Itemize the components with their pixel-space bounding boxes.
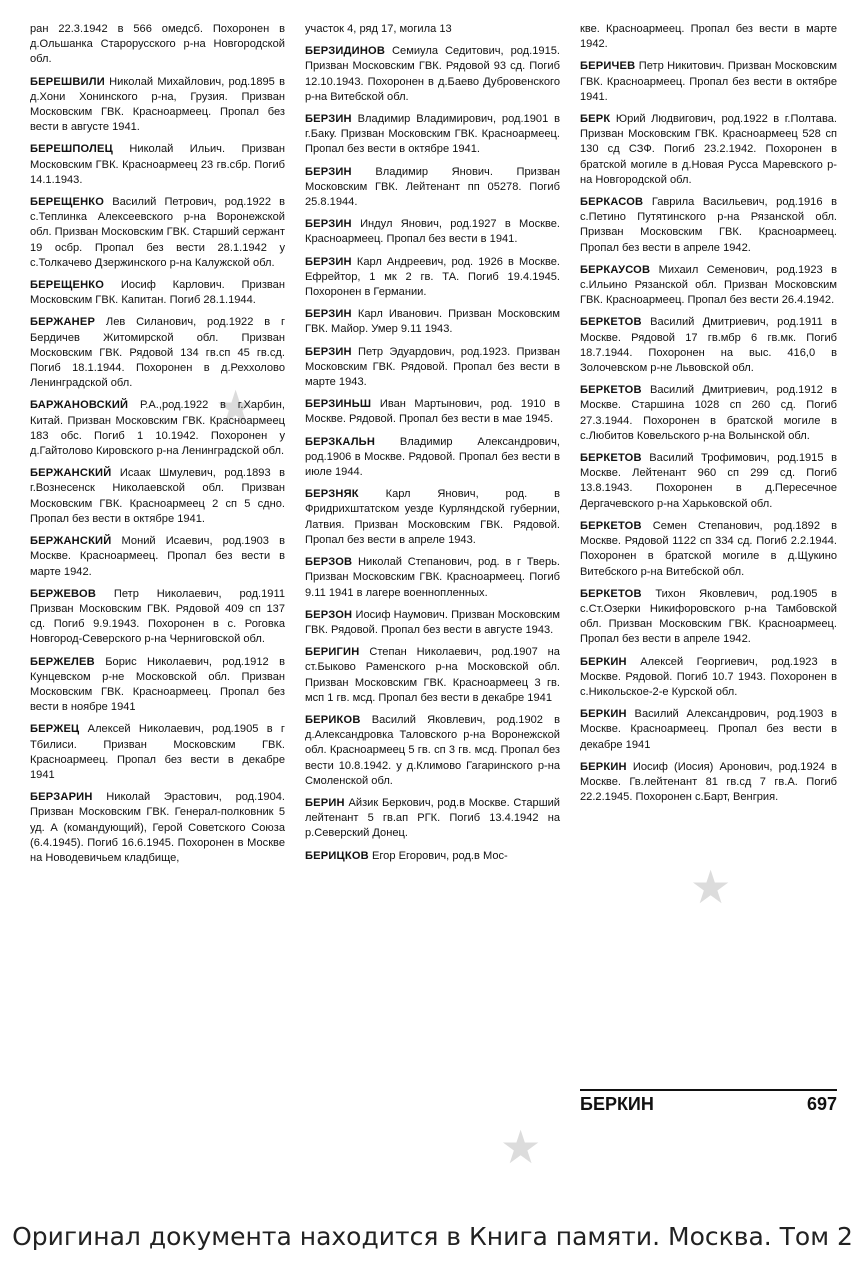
- entry-details: Айзик Беркович, род.в Москве. Старший лейтенант 5 гв.ап РГК. Погиб 13.4.1942 на р.Северский Донец.: [305, 796, 560, 840]
- entry-details: Исаак Шмулевич, род.1893 в г.Вознесенск Николаевской обл. Призван Московским ГВК. Красноармеец 2 сп 5 сдно. Пропал без вести в октябре 1941.: [30, 467, 285, 525]
- memorial-entry: [580, 760, 837, 806]
- entry-details: Василий Александрович, род.1903 в Москве. Красноармеец. Пропал без вести в декабре 1941: [580, 708, 837, 751]
- entry-surname: БЕРКЕТОВ: [580, 384, 642, 397]
- entry-surname: БЕРЗИДИНОВ: [305, 45, 386, 58]
- entry-details: Борис Николаевич, род.1912 в Кунцевском р-не Московской обл. Призван Московским ГВК. Красноармеец. Пропал без вести в ноябре 1941: [30, 655, 285, 714]
- entry-surname: БЕРЗИН: [305, 165, 352, 178]
- entry-surname: БЕРЖАНСКИЙ: [30, 535, 112, 548]
- entry-details: Тихон Яковлевич, род.1905 в с.Ст.Озерки Никифоровского р-на Тамбовской обл. Призван Московским ГВК. Красноармеец. Пропал без вести в апреле 1942.: [580, 587, 837, 646]
- entry-surname: БЕРКЕТОВ: [580, 452, 642, 465]
- footer-rule: [580, 1089, 837, 1091]
- entry-surname: БЕРКАСОВ: [580, 196, 644, 209]
- entry-surname: БЕРКИН: [580, 708, 627, 721]
- page-number: 697: [806, 1094, 837, 1114]
- entry-surname: БЕРЕШПОЛЕЦ: [30, 143, 113, 156]
- memorial-entry: [580, 707, 837, 753]
- memorial-entry: [580, 263, 837, 309]
- entry-surname: БЕРЖАНЕР: [30, 316, 96, 329]
- entry-details: Владимир Янович. Призван Московским ГВК. Лейтенант пп 05278. Погиб 25.8.1944.: [305, 165, 560, 209]
- memorial-entry: [305, 713, 560, 789]
- watermark-star-icon: ★: [215, 381, 257, 433]
- entry-details: Николай Ильич. Призван Московским ГВК. Красноармеец 23 гв.сбр. Погиб 14.1.1943.: [30, 143, 285, 186]
- entry-surname: БЕРКИН: [580, 655, 627, 668]
- entry-surname: БЕРИЧЕВ: [580, 60, 636, 73]
- entry-surname: БЕРИГИН: [305, 646, 360, 659]
- entry-surname: БЕРЗИН: [305, 255, 352, 268]
- memorial-entry: [305, 435, 560, 481]
- source-caption: Оригинал документа находится в Книга памяти. Москва. Том 2: [12, 1222, 853, 1251]
- entry-details: Василий Дмитриевич, род.1912 в Москве. Старшина 1028 сп 260 сд. Погиб 27.3.1944. Похоронен в братской могиле в с.Любитов Ковельского р-на Волынской обл.: [580, 384, 837, 442]
- running-head: [580, 1094, 837, 1115]
- entry-details: Иосиф Наумович. Призван Московским ГВК. Рядовой. Пропал без вести в августе 1943.: [305, 608, 560, 636]
- entry-surname: БЕРЗКАЛЬН: [305, 435, 376, 448]
- entry-details: Василий Яковлевич, род.1902 в д.Александровка Таловского р-на Воронежской обл. Красноармеец 5 гв. сп 3 гв. мсд. Пропал без вести 10.8.1942. у д.Климово Гагаринского р-на Смоленской обл.: [305, 713, 561, 787]
- entry-details: Степан Николаевич, род.1907 на ст.Быково Раменского р-на Московской обл. Призван Московским ГВК. Красноармеец 3 гв. мсп 1 гв. мсд. Пропал без вести в декабре 1941: [305, 646, 560, 704]
- entry-details: Лев Силанович, род.1922 в г Бердичев Житомирской обл. Призван Московским ГВК. Рядовой 134 гв.сп 45 гв.сд. Погиб 18.1.1944. Похоронен в д.Реххолово Ленинградской обл.: [30, 316, 285, 390]
- memorial-entry: [305, 44, 560, 105]
- memorial-entry: [305, 849, 560, 864]
- memorial-entry: [305, 307, 560, 337]
- entry-surname: БЕРКЕТОВ: [580, 316, 642, 329]
- entry-surname: БЕРИКОВ: [305, 713, 361, 726]
- entry-surname: БЕРЗНЯК: [305, 488, 359, 501]
- entry-surname: БЕРКАУСОВ: [580, 263, 651, 276]
- entry-surname: БЕРЗИН: [305, 308, 352, 321]
- entry-surname: БЕРЕЩЕНКО: [30, 196, 105, 209]
- memorial-entry: [30, 466, 285, 527]
- memorial-entry: [30, 655, 285, 716]
- memorial-entry: [305, 608, 560, 638]
- memorial-entry: [580, 195, 837, 256]
- memorial-entry: [305, 255, 560, 301]
- memorial-entry: [30, 722, 285, 783]
- entry-details: Егор Егорович, род.в Мос-: [371, 849, 508, 862]
- entry-details: Владимир Владимирович, род.1901 в г.Баку. Призван Московским ГВК. Красноармеец. Пропал без вести в октябре 1941.: [305, 113, 560, 156]
- entry-surname: БЕРЕЩЕНКО: [30, 279, 105, 292]
- memorial-entry: [30, 790, 285, 866]
- entry-details: Николай Эрастович, род.1904. Призван Московским ГВК. Генерал-полковник 5 уд. А (командующий), Герой Советского Союза (6.4.1945). Погиб 16.6.1945. Похоронен в Москве на Новодевичьем кладбище,: [30, 791, 285, 864]
- memorial-entry: [305, 555, 560, 601]
- watermark-star-icon: ★: [690, 861, 732, 913]
- memorial-entry: [580, 315, 837, 376]
- memorial-entry: [305, 217, 560, 247]
- entry-surname: БЕРЗИН: [305, 345, 352, 358]
- memorial-entry: [580, 587, 837, 648]
- memorial-entry: [305, 645, 560, 706]
- entry-details: Владимир Александрович, род.1906 в Москве. Рядовой. Пропал без вести в июле 1944.: [305, 435, 560, 479]
- entry-surname: БЕРЖЕВОВ: [30, 587, 97, 600]
- entry-surname: БЕРЗИН: [305, 113, 352, 126]
- memorial-entry: [580, 112, 837, 188]
- entry-details: Василий Дмитриевич, род.1911 в Москве. Рядовой 17 гв.мбр 6 гв.мк. Погиб 18.7.1944. Похоронен на выс. 416,0 в Золочевском р-не Львовской обл.: [580, 316, 838, 375]
- memorial-entry: [580, 383, 837, 444]
- memorial-entry: [30, 75, 285, 136]
- memorial-entry: [30, 534, 285, 580]
- entry-details: Василий Петрович, род.1922 в с.Теплинка Алексеевского р-на Воронежской обл. Призван Московским ГВК. Старший сержант 19 осбр. Пропал без вести 28.1.1942 у с.Толкачево Дзержинского р-на Калужской обл.: [30, 196, 285, 269]
- watermark-star-icon: ★: [500, 1121, 542, 1173]
- entry-surname: БЕРЗИН: [305, 218, 352, 231]
- memorial-entry: [580, 655, 837, 701]
- memorial-entry: [30, 398, 285, 459]
- entry-surname: БАРЖАНОВСКИЙ: [30, 399, 129, 412]
- entry-surname: БЕРКИН: [580, 760, 627, 773]
- memorial-entry: [305, 796, 560, 842]
- entry-surname: БЕРЗОН: [305, 608, 353, 621]
- text-column-1: [30, 22, 285, 873]
- memorial-entry: [30, 195, 285, 271]
- memorial-entry: [580, 519, 837, 580]
- entry-details: Моний Исаевич, род.1903 в Москве. Красноармеец. Пропал без вести в марте 1942.: [30, 535, 285, 578]
- text-column-3: [580, 22, 837, 812]
- entry-surname: БЕРК: [580, 113, 611, 126]
- entry-details: Р.А.,род.1922 в г.Харбин, Китай. Призван Московским ГВК. Красноармеец 183 обс. Погиб 1 10.1942. Похоронен у д.Гайтолово Кировского р-на Ленинградской обл.: [30, 399, 285, 458]
- entry-surname: БЕРЖЕЛЕВ: [30, 655, 95, 668]
- entry-details: Алексей Георгиевич, род.1923 в Москве. Рядовой. Погиб 10.7 1943. Похоронен в с.Никольское-2-е Курской обл.: [580, 655, 837, 698]
- entry-details: Петр Николаевич, род.1911 Призван Московским ГВК. Рядовой 409 сп 137 сд. Погиб 9.9.1943. Похоронен в с. Роговка Новгород-Северского р-на Черниговской обл.: [30, 587, 285, 646]
- continued-text: участок 4, ряд 17, могила 13: [305, 23, 452, 35]
- entry-details: Семен Степанович, род.1892 в Москве. Рядовой 1122 сп 334 сд. Погиб 2.2.1944. Похоронен в братской могиле в д.Щукино Витебского р-на Витебской обл.: [580, 519, 837, 578]
- memorial-entry: [580, 59, 837, 105]
- entry-details: Петр Эдуардович, род.1923. Призван Московским ГВК. Рядовой. Пропал без вести в марте 1943.: [305, 345, 560, 389]
- entry-details: Карл Янович, род. в Фридрихштатском уезде Курляндской губернии, Латвия. Призван Московским ГВК. Рядовой. Пропал без вести в апреле 1943.: [305, 488, 560, 546]
- entry-details: Карл Андреевич, род. 1926 в Москве. Ефрейтор, 1 мк 2 гв. ТА. Погиб 19.4.1945. Похоронен в Германии.: [305, 255, 560, 299]
- entry-details: Юрий Людвигович, род.1922 в г.Полтава. Призван Московским ГВК. Красноармеец 528 сп 130 сд СЗФ. Погиб 23.2.1942. Похоронен в братской могиле в д.Новая Русса Маревского р-на Новгородской обл.: [580, 113, 837, 186]
- entry-surname: БЕРКЕТОВ: [580, 519, 642, 532]
- entry-surname: БЕРИН: [305, 796, 345, 809]
- entry-surname: БЕРЗОВ: [305, 556, 353, 569]
- entry-surname: БЕРЖАНСКИЙ: [30, 467, 112, 480]
- running-head-name: БЕРКИН: [580, 1094, 654, 1114]
- memorial-entry: [30, 142, 285, 188]
- entry-details: Гаврила Васильевич, род.1916 в с.Петино Путятинского р-на Рязанской обл. Призван Московским ГВК. Красноармеец. Пропал без вести в апреле 1942.: [580, 196, 837, 254]
- entry-surname: БЕРЖЕЦ: [30, 723, 80, 736]
- entry-details: Иосиф (Иосия) Аронович, род.1924 в Москве. Гв.лейтенант 81 гв.сд 7 гв.А. Погиб 22.2.1945. Похоронен с.Барт, Венгрия.: [580, 760, 837, 804]
- memorial-entry: [305, 397, 560, 427]
- memorial-entry: [30, 278, 285, 308]
- entry-surname: БЕРКЕТОВ: [580, 587, 642, 600]
- entry-surname: БЕРЗИНЬШ: [305, 398, 372, 411]
- entry-details: Иосиф Карлович. Призван Московским ГВК. Капитан. Погиб 28.1.1944.: [30, 279, 285, 307]
- text-column-2: [305, 22, 560, 871]
- entry-details: Михаил Семенович, род.1923 в с.Ильино Рязанской обл. Призван Московским ГВК. Красноармеец. Пропал без вести 26.4.1942.: [580, 263, 837, 307]
- entry-details: Индул Янович, род.1927 в Москве. Красноармеец. Пропал без вести в 1941.: [305, 218, 560, 246]
- continued-text: кве. Красноармеец. Пропал без вести в марте 1942.: [580, 23, 837, 51]
- memorial-entry: [30, 587, 285, 648]
- entry-details: Семиула Седитович, род.1915. Призван Московским ГВК. Рядовой 93 сд. Погиб 12.10.1943. Похоронен в д.Баево Дубровенского р-на Витебской обл.: [305, 45, 560, 103]
- memorial-entry: [305, 112, 560, 158]
- memorial-entry: [30, 315, 285, 391]
- continued-text: ран 22.3.1942 в 566 омедсб. Похоронен в д.Ольшанка Старорусского р-на Новгородской обл.: [30, 23, 285, 66]
- entry-surname: БЕРЗАРИН: [30, 791, 93, 804]
- memorial-entry: [580, 451, 837, 512]
- entry-surname: БЕРИЦКОВ: [305, 849, 369, 862]
- entry-details: Алексей Николаевич, род.1905 в г Тбилиси. Призван Московским ГВК. Красноармеец. Пропал без вести в декабре 1941: [30, 723, 285, 781]
- memorial-entry: [305, 487, 560, 548]
- memorial-entry: [305, 165, 560, 211]
- entry-details: Николай Степанович, род. в г Тверь. Призван Московским ГВК. Красноармеец. Погиб 9.11 1941 в лагере военнопленных.: [305, 556, 560, 599]
- entry-details: Карл Иванович. Призван Московским ГВК. Майор. Умер 9.11 1943.: [305, 308, 560, 336]
- entry-details: Иван Мартынович, род. 1910 в Москве. Рядовой. Пропал без вести в мае 1945.: [305, 398, 561, 426]
- entry-details: Василий Трофимович, род.1915 в Москве. Лейтенант 960 сп 299 сд. Погиб 13.8.1943. Похоронен в д.Пересечное Дергачевского р-на Харьковской обл.: [580, 452, 837, 510]
- memorial-entry: [305, 345, 560, 391]
- entry-surname: БЕРЕШВИЛИ: [30, 75, 105, 88]
- entry-details: Николай Михайлович, род.1895 в д.Хони Хонинского р-на, Грузия. Призван Московским ГВК. Красноармеец. Пропал без вести в августе 1941.: [30, 75, 285, 134]
- entry-details: Петр Никитович. Призван Московским ГВК. Красноармеец. Пропал без вести в октябре 1941.: [580, 60, 837, 103]
